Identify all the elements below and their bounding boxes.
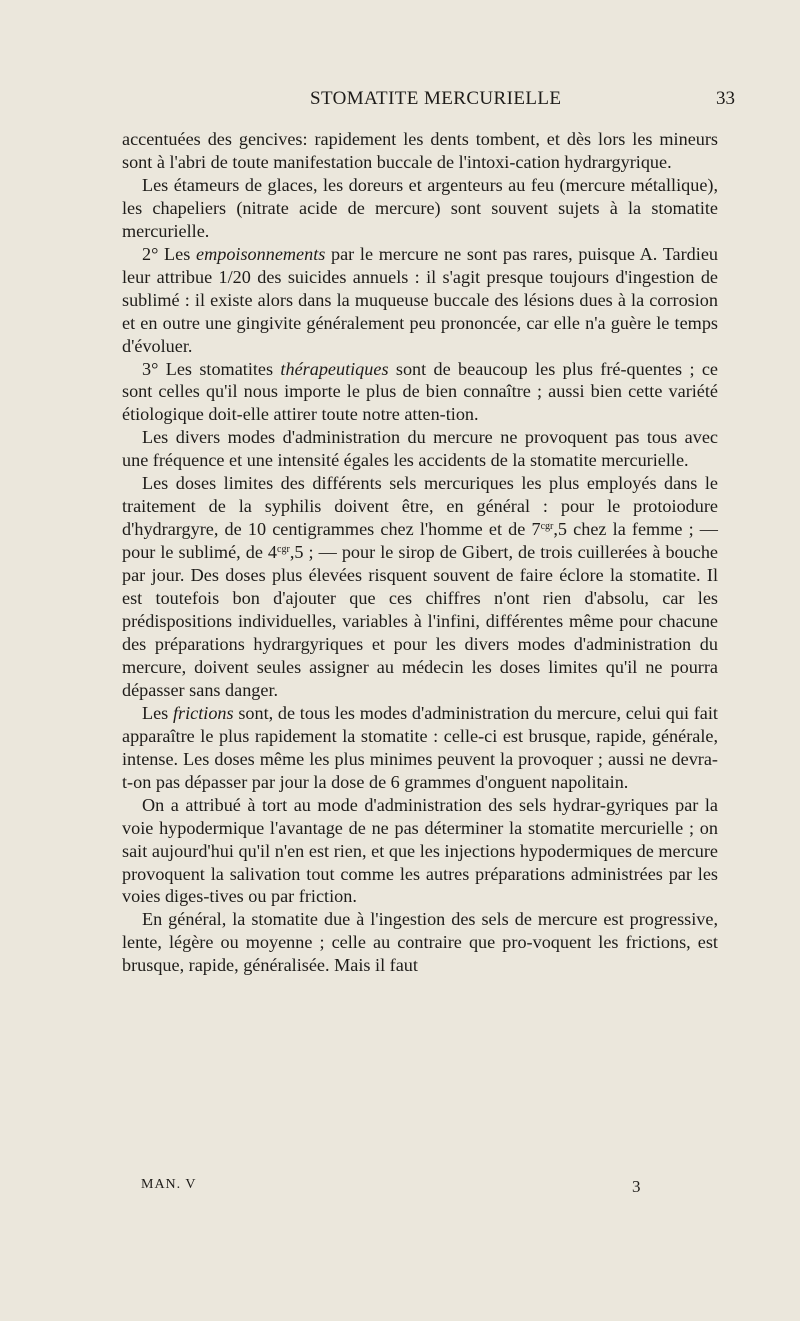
paragraph-text: ,5 ; — pour le sirop de Gibert, de trois cuillerées à bouche par jour. Des doses plus élevées risquent souvent de faire éclore la stomatite. Il est toutefois bon d'ajouter que ces chiffres n'ont rien d'absolu, car les prédispositions individuelles, variables à l'infini, différentes même pour chacune des préparations hydrargyriques et pour les divers modes d'administration du mercure, doivent seules assigner au médecin les doses limites qu'il ne pourra dépasser sans danger. [122,542,718,700]
paragraph [122,358,718,427]
paragraph-text: sont, de tous les modes d'administration du mercure, celui qui fait apparaître le plus rapidement la stomatite : celle-ci est brusque, rapide, générale, intense. Les doses même les plus minimes peuvent la provoquer ; aussi ne devra-t-on pas dépasser par jour la dose de 6 grammes d'onguent napolitain. [122,702,718,792]
paragraph-text: On a attribué à tort au mode d'administration des sels hydrar-gyriques par la voie hypodermique l'avantage de ne pas déterminer la stomatite mercurielle ; on sait aujourd'hui qu'il n'en est rien, et que les injections hypodermiques de mercure provoquent la salivation tout comme les autres préparations administrées par les voies diges-tives ou par friction. [122,794,718,907]
paragraph-text: ,5 chez la femme ; — pour le sublimé, de 4 [122,519,718,563]
paragraph-text: accentuées des gencives: rapidement les dents tombent, et dès lors les mineurs sont à l'abri de toute manifestation buccale de l'intoxi-cation hydrargyrique. [122,129,718,172]
signature-mark: MAN. V [141,1177,197,1192]
paragraph-text: sont de beaucoup les plus fré-quentes ; ce sont celles qu'il nous importe le plus de bien connaître ; aussi bien cette variété étiologique doit-elle attirer toute notre atten-tion. [122,358,718,425]
paragraph [122,794,718,909]
unit-superscript: cgr [277,544,290,556]
signature-number: 3 [632,1177,641,1196]
paragraph-text: 2° Les [142,243,197,264]
page-number: 33 [716,88,735,109]
paragraph-text: En général, la stomatite due à l'ingestion des sels de mercure est progressive, lente, légère ou moyenne ; celle au contraire que pro-voquent les frictions, est brusque, rapide, généralisée. Mais il faut [122,909,718,976]
unit-superscript: cgr [540,521,554,533]
footer-signature [0,1177,800,1199]
paragraph [122,174,718,243]
paragraph [122,472,718,702]
page-header [0,88,800,114]
body-text [122,128,718,977]
emphasis-text: frictions [172,702,234,723]
paragraph-text: Les étameurs de glaces, les doreurs et argenteurs au feu (mercure métallique), les chapeliers (nitrate acide de mercure) sont souvent sujets à la stomatite mercurielle. [122,174,718,241]
paragraph-text: Les [142,702,173,723]
paragraph-text: par le mercure ne sont pas rares, puisque A. Tardieu leur attribue 1/20 des suicides annuels : il s'agit presque toujours d'ingestion de sublimé : il existe alors dans la muqueuse buccale des lésions dues à la corrosion et en outre une gingivite généralement peu prononcée, car elle n'a guère le temps d'évoluer. [122,243,718,356]
paragraph [122,243,718,358]
paragraph [122,702,718,794]
paragraph-text: Les doses limites des différents sels mercuriques les plus employés dans le traitement de la syphilis doivent être, en général : pour le protoiodure d'hydrargyre, de 10 centigrammes chez l'homme et de 7 [122,473,718,540]
paragraph-text: 3° Les stomatites [142,358,281,379]
running-title: STOMATITE MERCURIELLE [310,88,562,109]
paragraph [122,128,718,174]
emphasis-text: empoisonnements [196,243,326,264]
emphasis-text: thérapeutiques [280,358,389,379]
paragraph-text: Les divers modes d'administration du mercure ne provoquent pas tous avec une fréquence et une intensité égales les accidents de la stomatite mercurielle. [122,427,718,471]
paragraph [122,908,718,977]
paragraph [122,426,718,472]
